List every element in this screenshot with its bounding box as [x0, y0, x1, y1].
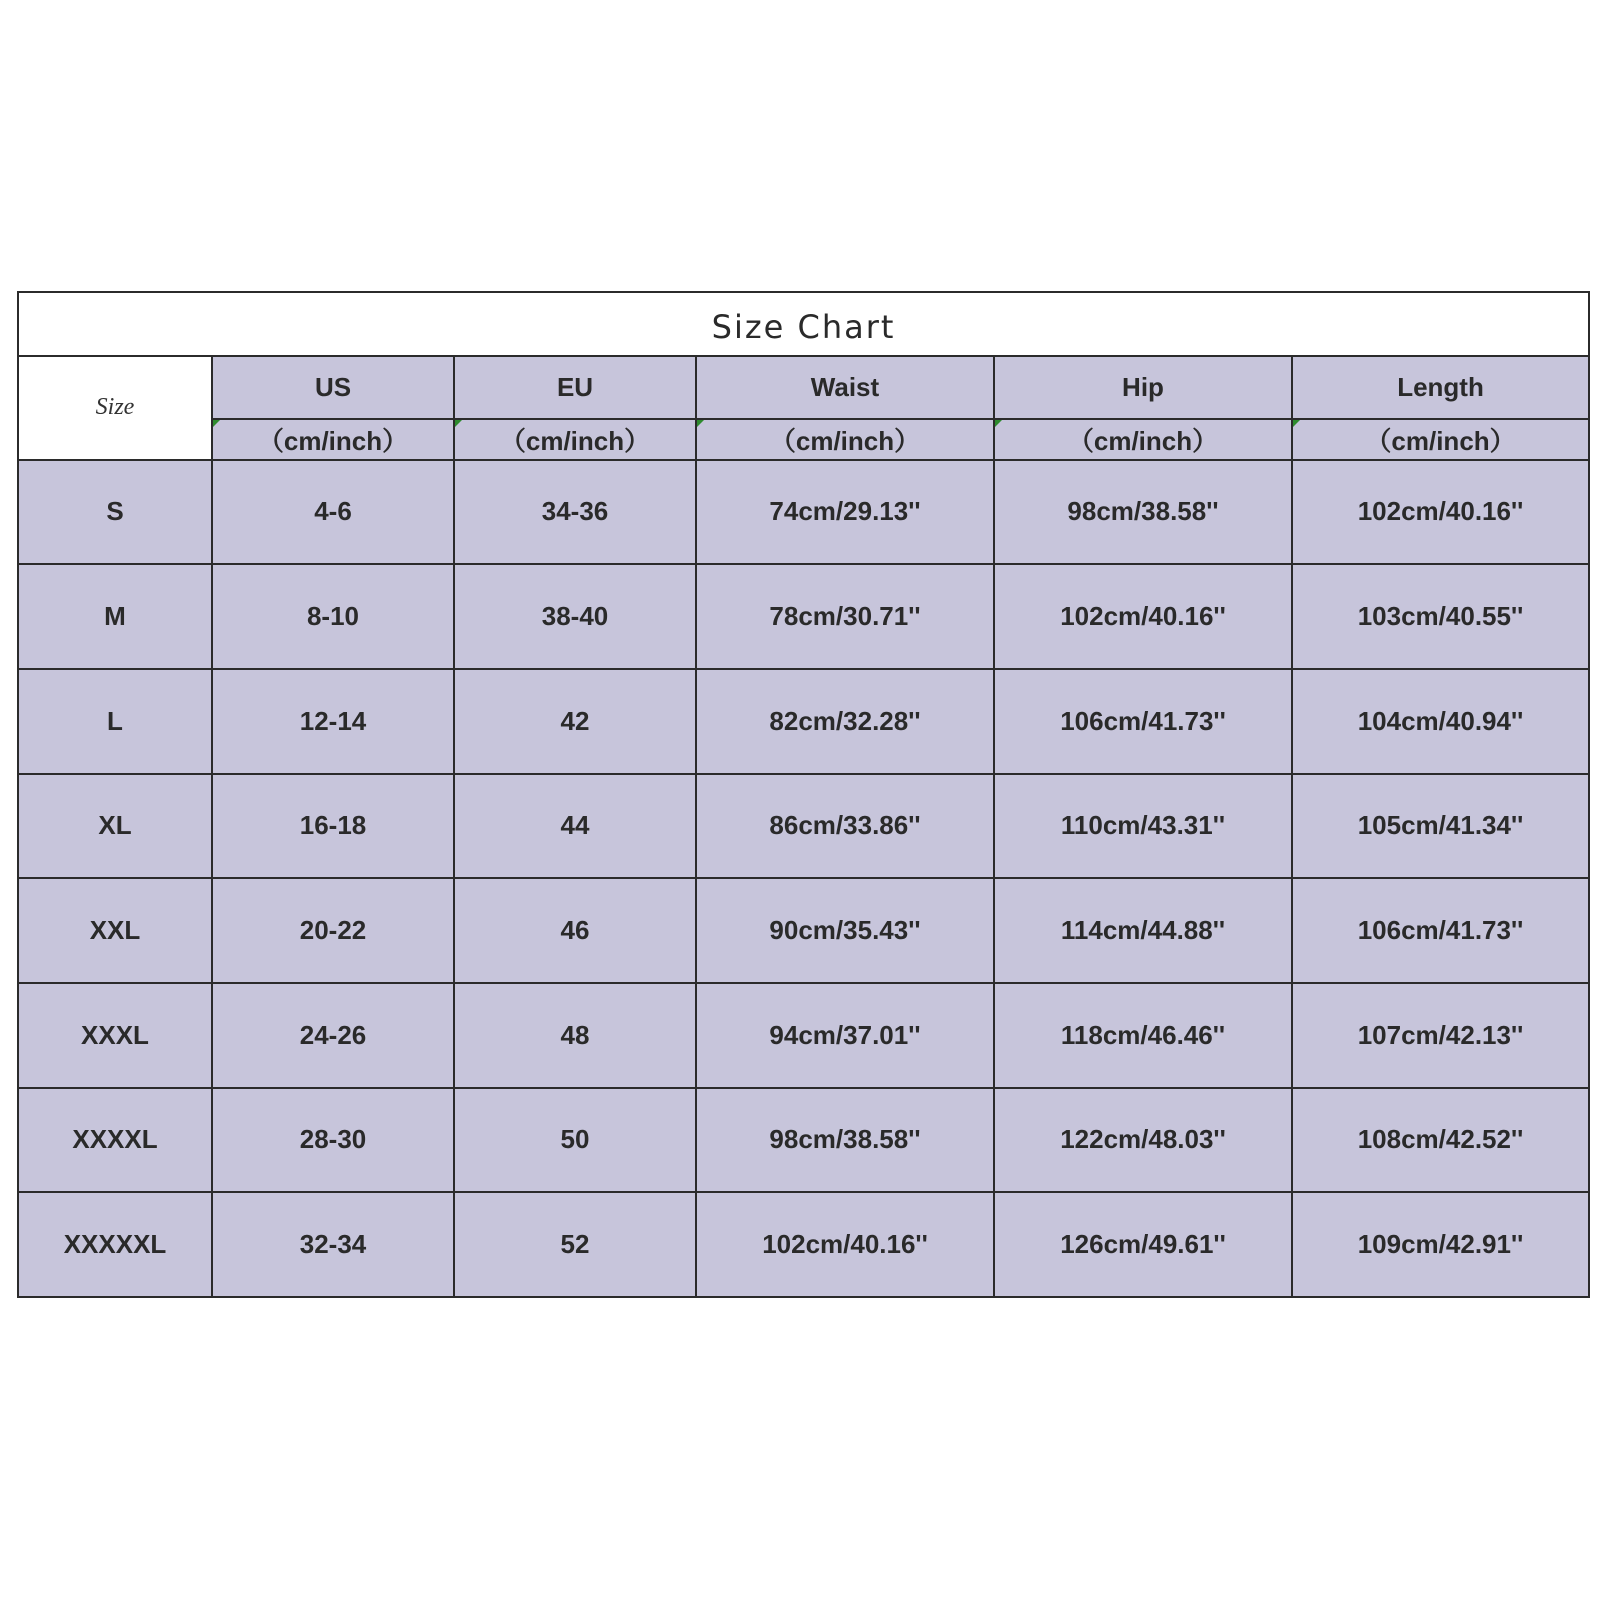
cell-corner-marker	[697, 420, 704, 427]
cell-us: 4-6	[212, 460, 454, 565]
column-header-waist: Waist	[696, 356, 994, 419]
chart-title: Size Chart	[18, 292, 1589, 356]
size-column-header: Size	[18, 356, 212, 460]
cell-hip: 106cm/41.73''	[994, 669, 1292, 774]
cell-size: XL	[18, 774, 212, 879]
cell-us: 12-14	[212, 669, 454, 774]
cell-corner-marker	[995, 420, 1002, 427]
cell-hip: 114cm/44.88''	[994, 878, 1292, 983]
cell-waist: 74cm/29.13''	[696, 460, 994, 565]
cell-length: 102cm/40.16''	[1292, 460, 1589, 565]
cell-waist: 82cm/32.28''	[696, 669, 994, 774]
size-rows	[18, 460, 1589, 1297]
cell-us: 32-34	[212, 1192, 454, 1297]
cell-hip: 118cm/46.46''	[994, 983, 1292, 1088]
cell-us: 16-18	[212, 774, 454, 879]
table-row	[18, 1088, 1589, 1193]
cell-corner-marker	[1293, 420, 1300, 427]
unit-label-hip	[994, 419, 1292, 460]
cell-waist: 90cm/35.43''	[696, 878, 994, 983]
cell-eu: 38-40	[454, 564, 696, 669]
column-header-length: Length	[1292, 356, 1589, 419]
cell-us: 20-22	[212, 878, 454, 983]
table-row	[18, 460, 1589, 565]
cell-size: XXXL	[18, 983, 212, 1088]
unit-text: （cm/inch）	[769, 425, 921, 456]
unit-text: （cm/inch）	[1067, 425, 1219, 456]
unit-row	[18, 419, 1589, 460]
cell-us: 8-10	[212, 564, 454, 669]
table-row	[18, 774, 1589, 879]
cell-length: 103cm/40.55''	[1292, 564, 1589, 669]
cell-length: 107cm/42.13''	[1292, 983, 1589, 1088]
unit-text: （cm/inch）	[499, 425, 651, 456]
cell-us: 24-26	[212, 983, 454, 1088]
cell-length: 108cm/42.52''	[1292, 1088, 1589, 1193]
cell-eu: 42	[454, 669, 696, 774]
unit-label-length	[1292, 419, 1589, 460]
cell-hip: 102cm/40.16''	[994, 564, 1292, 669]
cell-size: XXL	[18, 878, 212, 983]
column-header-us: US	[212, 356, 454, 419]
unit-label-us	[212, 419, 454, 460]
cell-hip: 122cm/48.03''	[994, 1088, 1292, 1193]
table-row	[18, 669, 1589, 774]
cell-eu: 52	[454, 1192, 696, 1297]
cell-waist: 98cm/38.58''	[696, 1088, 994, 1193]
table-row	[18, 983, 1589, 1088]
cell-size: L	[18, 669, 212, 774]
cell-hip: 126cm/49.61''	[994, 1192, 1292, 1297]
cell-length: 106cm/41.73''	[1292, 878, 1589, 983]
cell-waist: 94cm/37.01''	[696, 983, 994, 1088]
column-header-eu: EU	[454, 356, 696, 419]
cell-size: XXXXL	[18, 1088, 212, 1193]
cell-size: XXXXXL	[18, 1192, 212, 1297]
column-header-hip: Hip	[994, 356, 1292, 419]
cell-eu: 46	[454, 878, 696, 983]
cell-waist: 78cm/30.71''	[696, 564, 994, 669]
cell-corner-marker	[213, 420, 220, 427]
table-row	[18, 564, 1589, 669]
cell-length: 104cm/40.94''	[1292, 669, 1589, 774]
header-row	[18, 356, 1589, 419]
unit-text: （cm/inch）	[1365, 425, 1516, 456]
cell-eu: 48	[454, 983, 696, 1088]
cell-waist: 102cm/40.16''	[696, 1192, 994, 1297]
cell-hip: 98cm/38.58''	[994, 460, 1292, 565]
cell-corner-marker	[455, 420, 462, 427]
cell-eu: 34-36	[454, 460, 696, 565]
unit-label-waist	[696, 419, 994, 460]
table-row	[18, 878, 1589, 983]
cell-size: M	[18, 564, 212, 669]
unit-text: （cm/inch）	[257, 425, 409, 456]
cell-us: 28-30	[212, 1088, 454, 1193]
cell-length: 109cm/42.91''	[1292, 1192, 1589, 1297]
table-row	[18, 1192, 1589, 1297]
cell-eu: 50	[454, 1088, 696, 1193]
title-row	[18, 292, 1589, 356]
cell-hip: 110cm/43.31''	[994, 774, 1292, 879]
unit-label-eu	[454, 419, 696, 460]
cell-waist: 86cm/33.86''	[696, 774, 994, 879]
cell-length: 105cm/41.34''	[1292, 774, 1589, 879]
cell-size: S	[18, 460, 212, 565]
size-chart-table	[17, 291, 1590, 1298]
cell-eu: 44	[454, 774, 696, 879]
